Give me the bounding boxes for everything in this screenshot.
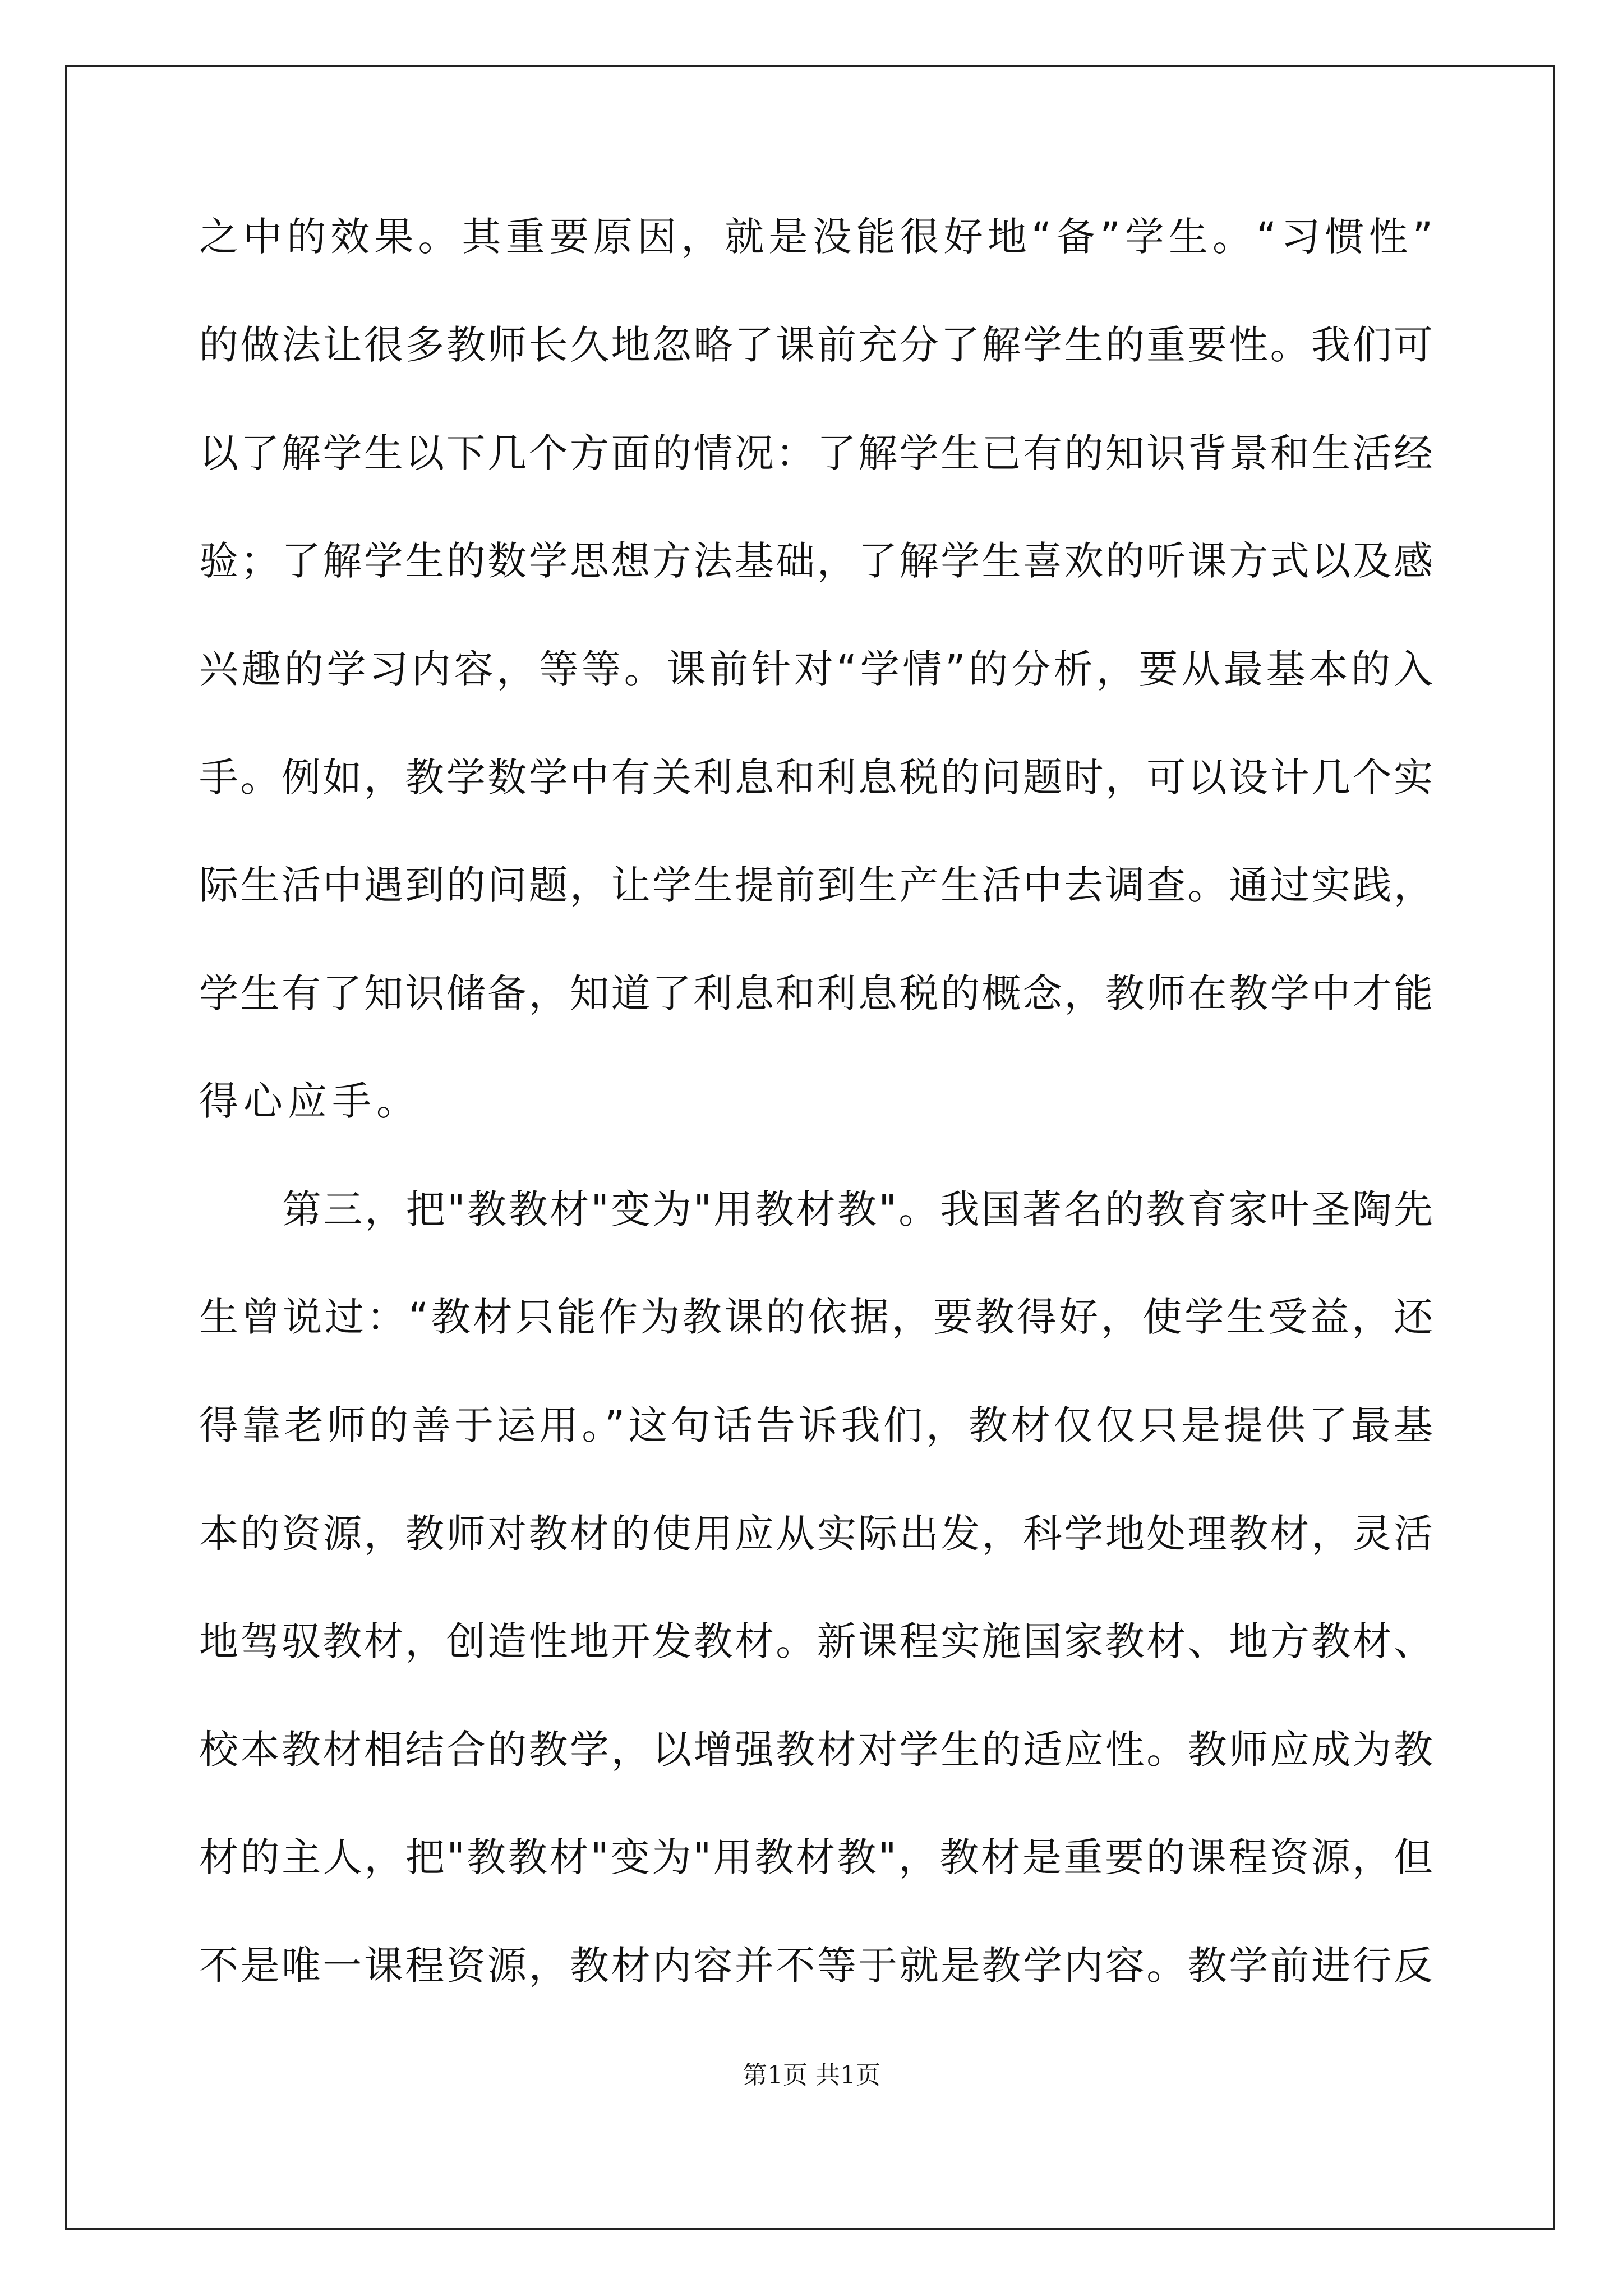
page-number-footer: 第1页 共1页 [743, 2061, 880, 2090]
text-line: 之中的效果。其重要原因，就是没能很好地“备”学生。“习惯性” [199, 214, 1433, 260]
text-line: 手。例如，教学数学中有关利息和利息税的问题时，可以设计几个实 [199, 754, 1433, 800]
page-border [65, 65, 1555, 2230]
text-line: 得靠老师的善于运用。”这句话告诉我们，教材仅仅只是提供了最基 [199, 1402, 1433, 1448]
text-line: 生曾说过：“教材只能作为教课的依据，要教得好，使学生受益，还 [199, 1294, 1433, 1340]
text-line: 际生活中遇到的问题，让学生提前到生产生活中去调查。通过实践， [199, 862, 1433, 908]
text-line: 验；了解学生的数学思想方法基础，了解学生喜欢的听课方式以及感 [199, 538, 1433, 584]
text-line: 的做法让很多教师长久地忽略了课前充分了解学生的重要性。我们可 [199, 322, 1433, 368]
text-line: 以了解学生以下几个方面的情况：了解学生已有的知识背景和生活经 [199, 430, 1433, 476]
paragraph-first-line: 第三，把"教教材"变为"用教材教"。我国著名的教育家叶圣陶先 [282, 1186, 1433, 1232]
text-line: 本的资源，教师对教材的使用应从实际出发，科学地处理教材，灵活 [199, 1511, 1433, 1557]
text-line: 不是唯一课程资源，教材内容并不等于就是教学内容。教学前进行反 [199, 1943, 1433, 1989]
text-line: 地驾驭教材，创造性地开发教材。新课程实施国家教材、地方教材、 [199, 1618, 1433, 1664]
text-line: 材的主人，把"教教材"变为"用教材教"，教材是重要的课程资源，但 [199, 1834, 1433, 1880]
text-line: 得心应手。 [199, 1078, 421, 1124]
text-line: 学生有了知识储备，知道了利息和利息税的概念，教师在教学中才能 [199, 970, 1433, 1016]
text-line: 校本教材相结合的教学，以增强教材对学生的适应性。教师应成为教 [199, 1727, 1433, 1773]
text-line: 兴趣的学习内容，等等。课前针对“学情”的分析，要从最基本的入 [199, 646, 1433, 692]
